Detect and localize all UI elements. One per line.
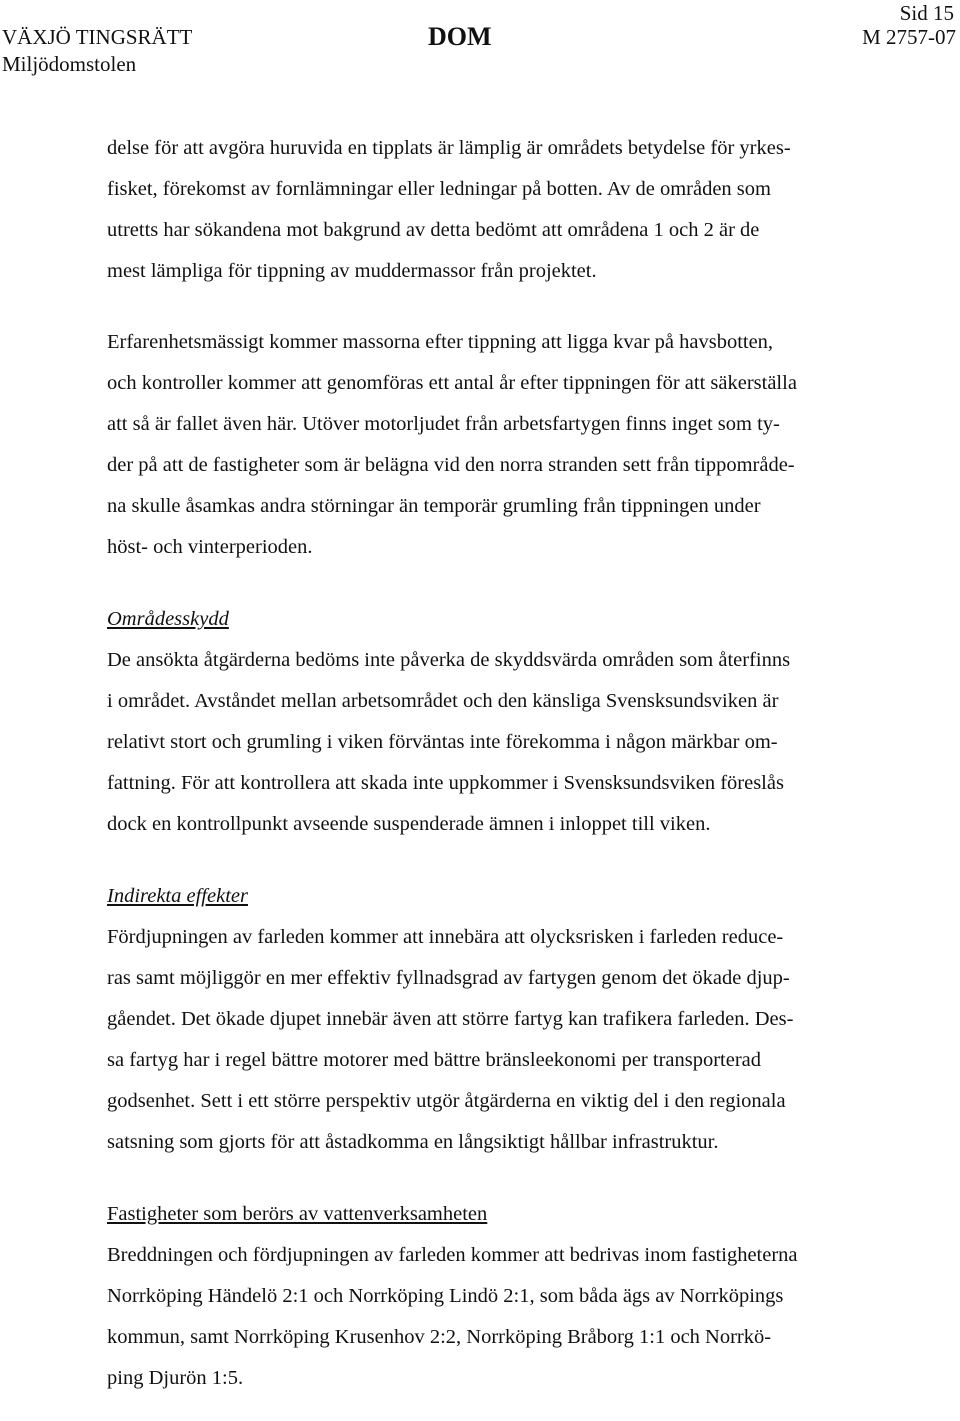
text-line: godsenhet. Sett i ett större perspektiv utgör åtgärderna en viktig del i den regionala <box>107 1090 786 1112</box>
text-line: sa fartyg har i regel bättre motorer med bättre bränsleekonomi per transporterad <box>107 1049 762 1071</box>
paragraph-indirect-effects <box>107 917 907 1163</box>
text-line: delse för att avgöra huruvida en tipplats är lämplig är områdets betydelse för yrkes- <box>107 137 791 159</box>
court-unit: Miljödomstolen <box>2 52 137 76</box>
document-body <box>107 128 907 1399</box>
heading-text: Indirekta effekter <box>107 885 248 907</box>
text-line: ping Djurön 1:5. <box>107 1367 244 1389</box>
section-heading-fastigheter <box>107 1194 907 1235</box>
text-line: dock en kontrollpunkt avseende suspenderade ämnen i inloppet till viken. <box>107 813 711 835</box>
text-line: na skulle åsamkas andra störningar än temporär grumling från tippningen under <box>107 495 761 517</box>
text-line: Breddningen och fördjupningen av farleden kommer att bedrivas inom fastigheterna <box>107 1244 798 1266</box>
court-name: VÄXJÖ TINGSRÄTT <box>2 25 193 49</box>
paragraph-tipping-suitability <box>107 128 907 292</box>
paragraph-experience <box>107 322 907 568</box>
text-line: De ansökta åtgärderna bedöms inte påverka de skyddsvärda områden som återfinns <box>107 649 791 671</box>
paragraph-area-protection <box>107 640 907 845</box>
paragraph-properties <box>107 1235 907 1399</box>
text-line: der på att de fastigheter som är belägna vid den norra stranden sett från tippområde- <box>107 454 795 476</box>
heading-text: Fastigheter som berörs av vattenverksamheten <box>107 1203 488 1225</box>
document-type: DOM <box>428 22 492 51</box>
text-line: gåendet. Det ökade djupet innebär även att större fartyg kan trafikera farleden. Des- <box>107 1008 794 1030</box>
text-line: fisket, förekomst av fornlämningar eller ledningar på botten. Av de områden som <box>107 178 771 200</box>
text-line: satsning som gjorts för att åstadkomma en långsiktigt hållbar infrastruktur. <box>107 1131 719 1153</box>
text-line: att så är fallet även här. Utöver motorljudet från arbetsfartygen finns inget som ty- <box>107 413 780 435</box>
text-line: och kontroller kommer att genomföras ett antal år efter tippningen för att säkerställa <box>107 372 797 394</box>
section-heading-indirekta-effekter <box>107 876 907 917</box>
text-line: Fördjupningen av farleden kommer att innebära att olycksrisken i farleden reduce- <box>107 926 784 948</box>
text-line: kommun, samt Norrköping Krusenhov 2:2, Norrköping Bråborg 1:1 och Norrkö- <box>107 1326 772 1348</box>
text-line: höst- och vinterperioden. <box>107 536 313 558</box>
text-line: i området. Avståndet mellan arbetsområdet och den känsliga Svensksundsviken är <box>107 690 779 712</box>
text-line: Norrköping Händelö 2:1 och Norrköping Lindö 2:1, som båda ägs av Norrköpings <box>107 1285 784 1307</box>
text-line: Erfarenhetsmässigt kommer massorna efter tippning att ligga kvar på havsbotten, <box>107 331 774 353</box>
page-number: Sid 15 <box>899 1 954 25</box>
text-line: mest lämpliga för tippning av muddermassor från projektet. <box>107 260 597 282</box>
text-line: relativt stort och grumling i viken förväntas inte förekomma i någon märkbar om- <box>107 731 778 753</box>
text-line: fattning. För att kontrollera att skada inte uppkommer i Svensksundsviken föreslås <box>107 772 784 794</box>
case-number: M 2757-07 <box>862 25 956 49</box>
heading-text: Områdesskydd <box>107 608 229 630</box>
text-line: utretts har sökandena mot bakgrund av detta bedömt att områdena 1 och 2 är de <box>107 219 760 241</box>
text-line: ras samt möjliggör en mer effektiv fyllnadsgrad av fartygen genom det ökade djup- <box>107 967 790 989</box>
section-heading-omradesskydd <box>107 599 907 640</box>
